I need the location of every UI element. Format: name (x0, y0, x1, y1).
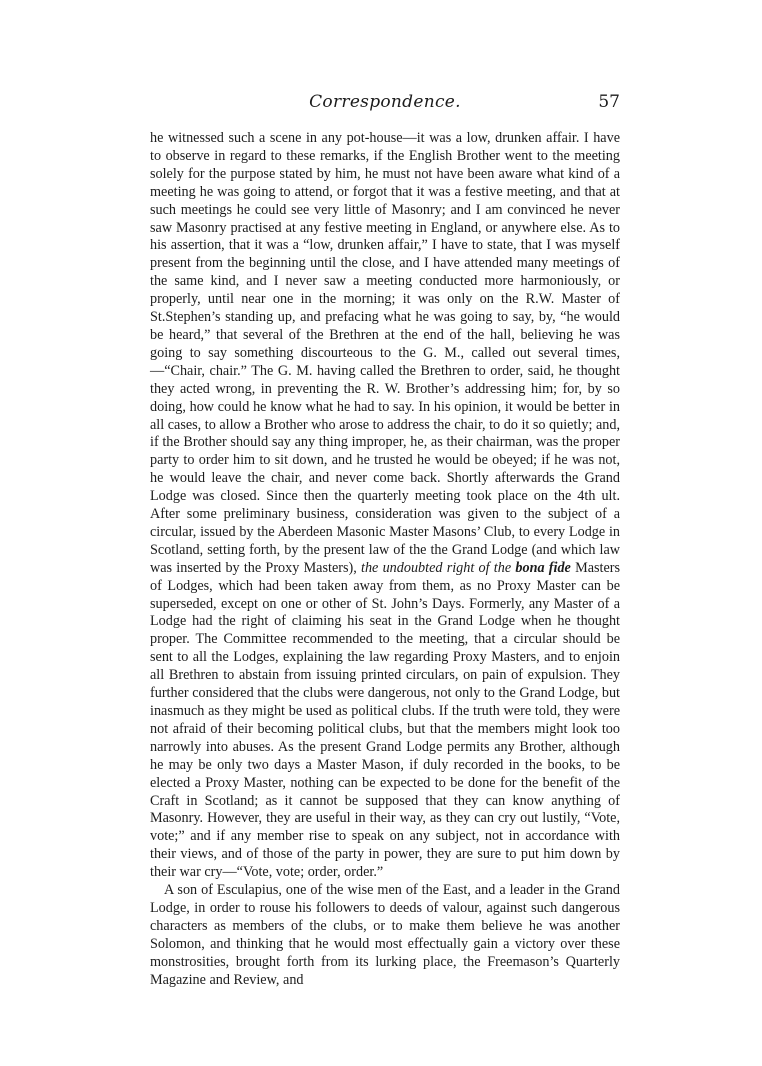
page-number: 57 (598, 92, 620, 112)
paragraph-1-italic-phrase: the undoubted right of the (361, 559, 516, 576)
paragraph-1 (150, 130, 620, 882)
paragraph-2: A son of Esculapius, one of the wise men of the East, and a leader in the Grand Lodge, in order to rouse his followers to deeds of valour, against such dangerous characters as members of the clubs, or to make them believe he was another Solomon, and thinking that he would most effectually gain a victory over these monstrosities, brought forth from its lurking place, the Freemason’s Quarterly Magazine and Review, and (150, 882, 620, 988)
body-text (150, 130, 620, 990)
running-title: Correspondence. (309, 92, 461, 112)
bona-fide-term: bona fide (515, 559, 571, 576)
paragraph-1-text-b: Masters of Lodges, which had been taken away from them, as no Proxy Master can be superseded, except on one or other of St. John’s Days. Formerly, any Master of a Lodge had the right of claiming his seat in the Grand Lodge when he thought proper. The Committee recommended to the meeting, that a circular should be sent to all the Lodges, explaining the law regarding Proxy Masters, and to enjoin all Brethren to abstain from issuing printed circulars, on pain of expulsion. They further considered that the clubs were dangerous, not only to the Grand Lodge, but inasmuch as they might be used as political clubs. If the truth were told, they were not afraid of their becoming political clubs, but that the members might look too narrowly into abuses. As the present Grand Lodge permits any Brother, although he may be only two days a Master Mason, if duly recorded in the books, to be elected a Proxy Master, nothing can be expected to be done for the benefit of the Craft in Scotland; as it cannot be supposed that they can know anything of Masonry. However, they are useful in their way, as they can cry out lustily, “Vote, vote;” and if any member rise to speak on any subject, not in accordance with their views, and of those of the party in power, they are sure to put him down by their war cry—“Vote, vote; order, order.” (150, 559, 620, 881)
page-header (150, 92, 620, 116)
paragraph-1-text-a: he witnessed such a scene in any pot-house—it was a low, drunken affair. I have to observe in regard to these remarks, if the English Brother went to the meeting solely for the purpose stated by him, he must not have been aware what kind of a meeting he was going to attend, or forgot that it was a festive meeting, and that at such meetings he could see very little of Masonry; and I am convinced he never saw Masonry practised at any festive meeting in England, or anywhere else. As to his assertion, that it was a “low, drunken affair,” I have to state, that I was myself present from the beginning until the close, and I have attended many meetings of the same kind, and I never saw a meeting conducted more harmoniously, or properly, until near one in the morning; it was only on the R.W. Master of St.Stephen’s standing up, and prefacing what he was going to say, by, “he would be heard,” that several of the Brethren at the end of the hall, believing he was going to say something discourteous to the G. M., called out several times,—“Chair, chair.” The G. M. having called the Brethren to order, said, he thought they acted wrong, in preventing the R. W. Brother’s addressing him; for, by so doing, how could he know what he had to say. In his opinion, it would be better in all cases, to allow a Brother who arose to address the chair, to do it so quietly; and, if the Brother should say any thing improper, he, as their chairman, was the proper party to order him to sit down, and he trusted he would be obeyed; if he was not, he would leave the chair, and never come back. Shortly afterwards the Grand Lodge was closed. Since then the quarterly meeting took place on the 4th ult. After some preliminary business, consideration was given to the subject of a circular, issued by the Aberdeen Masonic Master Masons’ Club, to every Lodge in Scotland, setting forth, by the present law of the the Grand Lodge (and which law was inserted by the Proxy Masters), (150, 130, 620, 576)
